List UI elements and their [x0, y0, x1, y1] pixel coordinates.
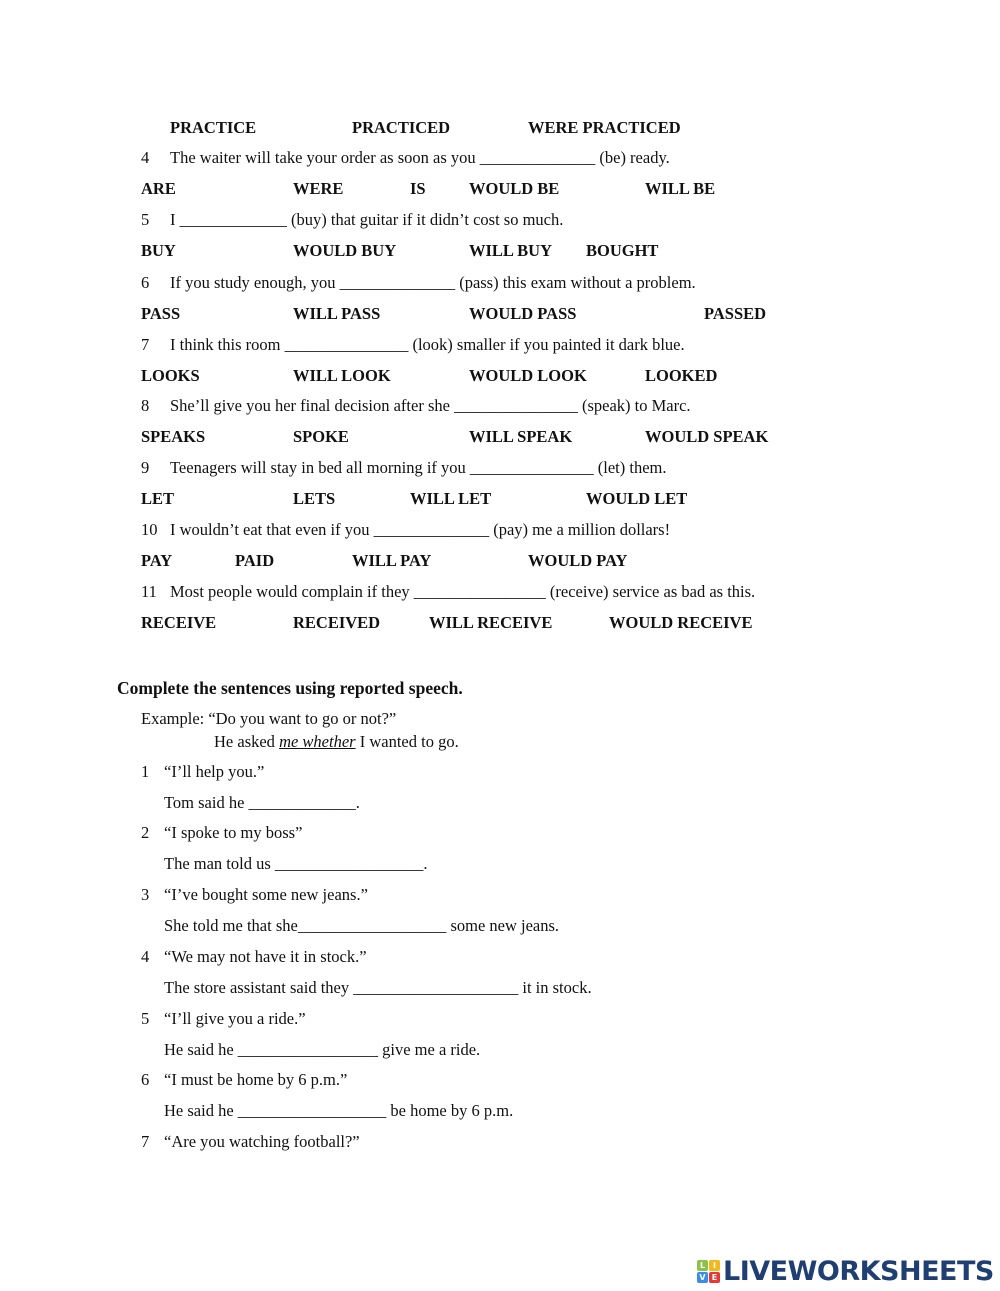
answer-option: WOULD BE: [469, 179, 560, 198]
example-answer-text: I wanted to go.: [355, 732, 459, 751]
question-number: 3: [141, 885, 150, 904]
answer-option: WOULD LET: [586, 489, 688, 508]
answer-option: WERE: [293, 179, 344, 198]
answer-option: RECEIVED: [293, 613, 381, 632]
logo-tile: I: [709, 1260, 720, 1271]
answer-option: WOULD LOOK: [469, 366, 587, 385]
question-number: 6: [141, 1070, 150, 1089]
direct-speech-quote: “We may not have it in stock.”: [164, 947, 367, 966]
answer-option: WILL LOOK: [293, 366, 391, 385]
question-sentence: The waiter will take your order as soon as you ______________ (be) ready.: [170, 148, 670, 167]
question-number: 7: [141, 335, 150, 354]
question-sentence: She’ll give you her final decision after she _______________ (speak) to Marc.: [170, 396, 691, 415]
liveworksheets-logo: [697, 1256, 994, 1287]
question-number: 1: [141, 762, 150, 781]
question-sentence: Teenagers will stay in bed all morning if you _______________ (let) them.: [170, 458, 667, 477]
answer-option: WOULD PAY: [528, 551, 628, 570]
logo-tile: V: [697, 1272, 708, 1283]
reported-speech-answer: The man told us __________________.: [164, 854, 428, 873]
reported-speech-answer: The store assistant said they ____________________ it in stock.: [164, 978, 592, 997]
direct-speech-quote: “I’ve bought some new jeans.”: [164, 885, 368, 904]
logo-text: LIVEWORKSHEETS: [723, 1256, 994, 1287]
example-answer-underlined: me whether: [279, 732, 356, 751]
answer-option: PAID: [235, 551, 275, 570]
answer-option: IS: [410, 179, 426, 198]
answer-option: PAY: [141, 551, 173, 570]
answer-option: WILL PASS: [293, 304, 381, 323]
answer-option: WOULD RECEIVE: [609, 613, 753, 632]
answer-option: SPEAKS: [141, 427, 206, 446]
direct-speech-quote: “I spoke to my boss”: [164, 823, 303, 842]
question-number: 9: [141, 458, 150, 477]
question-number: 6: [141, 273, 150, 292]
answer-option: WILL LET: [410, 489, 492, 508]
example-answer: [214, 732, 459, 752]
answer-option: WERE PRACTICED: [528, 118, 681, 137]
answer-option: LOOKED: [645, 366, 718, 385]
question-sentence: I think this room _______________ (look) smaller if you painted it dark blue.: [170, 335, 685, 354]
answer-option: WILL SPEAK: [469, 427, 573, 446]
reported-speech-answer: Tom said he _____________.: [164, 793, 360, 812]
question-number: 4: [141, 947, 150, 966]
answer-option: ARE: [141, 179, 176, 198]
question-sentence: I wouldn’t eat that even if you ______________ (pay) me a million dollars!: [170, 520, 671, 539]
answer-option: WILL RECEIVE: [429, 613, 553, 632]
answer-option: LOOKS: [141, 366, 200, 385]
logo-tile: E: [709, 1272, 720, 1283]
answer-option: WILL PAY: [352, 551, 432, 570]
answer-option: PRACTICE: [170, 118, 257, 137]
section-heading: Complete the sentences using reported speech.: [117, 678, 463, 698]
question-number: 8: [141, 396, 150, 415]
answer-option: WOULD BUY: [293, 241, 397, 260]
question-number: 2: [141, 823, 150, 842]
answer-option: WOULD SPEAK: [645, 427, 769, 446]
answer-option: PASS: [141, 304, 181, 323]
answer-option: WILL BE: [645, 179, 716, 198]
question-number: 7: [141, 1132, 150, 1151]
answer-option: SPOKE: [293, 427, 349, 446]
question-sentence: Most people would complain if they ________________ (receive) service as bad as this.: [170, 582, 756, 601]
reported-speech-answer: She told me that she__________________ some new jeans.: [164, 916, 560, 935]
answer-option: WILL BUY: [469, 241, 552, 260]
answer-option: LET: [141, 489, 175, 508]
live-tiles-icon: [697, 1260, 720, 1283]
reported-speech-answer: He said he _________________ give me a ride.: [164, 1040, 481, 1059]
question-number: 5: [141, 210, 150, 229]
question-number: 11: [141, 582, 157, 601]
question-number: 5: [141, 1009, 150, 1028]
reported-speech-answer: He said he __________________ be home by 6 p.m.: [164, 1101, 514, 1120]
direct-speech-quote: “Are you watching football?”: [164, 1132, 360, 1151]
answer-option: WOULD PASS: [469, 304, 577, 323]
direct-speech-quote: “I must be home by 6 p.m.”: [164, 1070, 348, 1089]
direct-speech-quote: “I’ll help you.”: [164, 762, 265, 781]
answer-option: BOUGHT: [586, 241, 659, 260]
question-number: 4: [141, 148, 150, 167]
question-number: 10: [141, 520, 158, 539]
answer-option: LETS: [293, 489, 336, 508]
answer-option: BUY: [141, 241, 176, 260]
example-prompt: Example: “Do you want to go or not?”: [141, 709, 397, 728]
answer-option: PRACTICED: [352, 118, 451, 137]
answer-option: PASSED: [704, 304, 767, 323]
answer-option: RECEIVE: [141, 613, 217, 632]
example-answer-text: He asked: [214, 732, 280, 751]
logo-tile: L: [697, 1260, 708, 1271]
question-sentence: I _____________ (buy) that guitar if it didn’t cost so much.: [170, 210, 564, 229]
direct-speech-quote: “I’ll give you a ride.”: [164, 1009, 306, 1028]
question-sentence: If you study enough, you ______________ (pass) this exam without a problem.: [170, 273, 696, 292]
